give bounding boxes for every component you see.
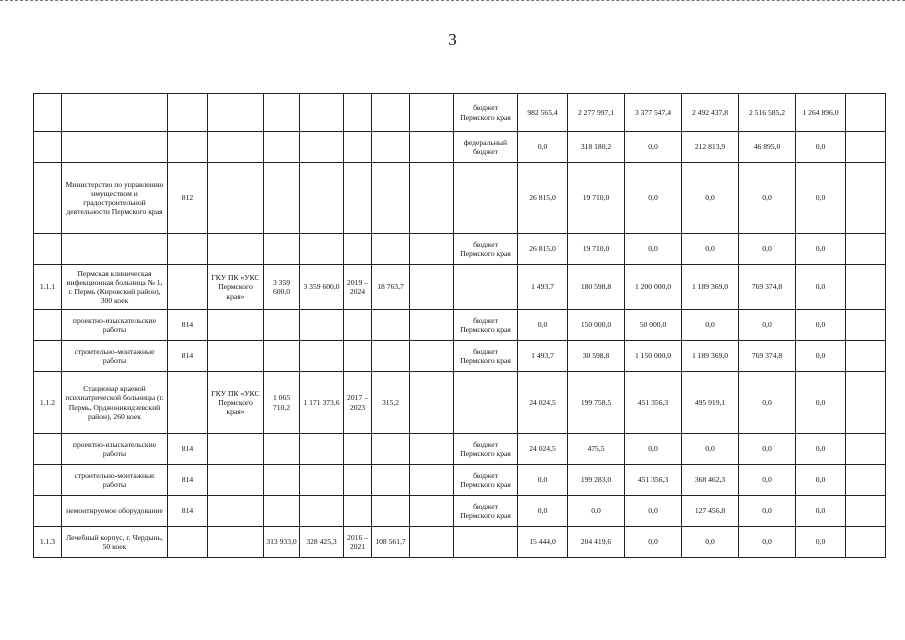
row-number-cell [34, 234, 62, 265]
year-value-cell: 127 456,8 [682, 496, 739, 527]
year-value-cell: 0,0 [625, 527, 682, 558]
blank-cell [410, 465, 454, 496]
year-value-cell: 451 356,3 [625, 465, 682, 496]
year-value-cell: 0,0 [682, 163, 739, 234]
page-top-edge [0, 0, 905, 5]
year-value-cell: 0,0 [739, 434, 796, 465]
year-value-cell: 1 200 000,0 [625, 265, 682, 310]
year-value-cell: 3 377 547,4 [625, 94, 682, 132]
year-value-cell: 26 815,0 [518, 234, 568, 265]
blank-cell [410, 434, 454, 465]
year-value-cell: 0,0 [682, 310, 739, 341]
remaining-cell [372, 496, 410, 527]
year-value-cell: 0,0 [682, 434, 739, 465]
year-value-cell: 769 374,8 [739, 341, 796, 372]
estimated-cost-cell: 313 933,0 [264, 527, 300, 558]
year-value-cell: 24 024,5 [518, 434, 568, 465]
year-value-cell: 318 180,2 [568, 132, 625, 163]
year-value-cell: 368 462,3 [682, 465, 739, 496]
page-number: 3 [448, 30, 457, 49]
period-cell [344, 496, 372, 527]
table-row [34, 465, 886, 496]
total-cost-cell [300, 163, 344, 234]
year-value-cell: 0,0 [796, 465, 846, 496]
year-value-cell: 0,0 [739, 527, 796, 558]
year-value-cell: 0,0 [518, 465, 568, 496]
year-value-cell: 451 356,3 [625, 372, 682, 434]
year-value-cell: 0,0 [682, 527, 739, 558]
table-row [34, 434, 886, 465]
estimated-cost-cell [264, 234, 300, 265]
customer-cell [208, 310, 264, 341]
grbs-code-cell: 814 [168, 434, 208, 465]
blank-cell [410, 310, 454, 341]
period-cell [344, 163, 372, 234]
year-value-cell: 0,0 [796, 132, 846, 163]
year-value-cell: 1 493,7 [518, 265, 568, 310]
grbs-code-cell: 814 [168, 496, 208, 527]
funding-source-cell: бюджет Пермского края [454, 465, 518, 496]
grbs-code-cell: 814 [168, 341, 208, 372]
total-cost-cell [300, 132, 344, 163]
grbs-code-cell [168, 94, 208, 132]
total-cost-cell [300, 234, 344, 265]
period-cell [344, 341, 372, 372]
estimated-cost-cell [264, 163, 300, 234]
customer-cell [208, 496, 264, 527]
estimated-cost-cell [264, 341, 300, 372]
year-value-cell: 2 277 997,1 [568, 94, 625, 132]
period-cell: 2017 – 2023 [344, 372, 372, 434]
year-value-cell: 0,0 [739, 372, 796, 434]
object-name-cell: Пермская клиническая инфекционная больница № 1, г. Пермь (Кировский район), 300 коек [62, 265, 168, 310]
remaining-cell [372, 434, 410, 465]
year-value-cell: 180 598,8 [568, 265, 625, 310]
row-number-cell [34, 163, 62, 234]
customer-cell [208, 94, 264, 132]
extra-cell [846, 465, 886, 496]
year-value-cell: 1 189 369,0 [682, 265, 739, 310]
year-value-cell: 0,0 [796, 310, 846, 341]
blank-cell [410, 496, 454, 527]
extra-cell [846, 372, 886, 434]
year-value-cell: 0,0 [796, 434, 846, 465]
funding-source-cell: бюджет Пермского края [454, 496, 518, 527]
row-number-cell [34, 465, 62, 496]
row-number-cell [34, 132, 62, 163]
total-cost-cell [300, 496, 344, 527]
year-value-cell: 0,0 [796, 234, 846, 265]
year-value-cell: 0,0 [739, 234, 796, 265]
extra-cell [846, 234, 886, 265]
remaining-cell: 18 763,7 [372, 265, 410, 310]
remaining-cell [372, 341, 410, 372]
funding-source-cell: бюджет Пермского края [454, 341, 518, 372]
estimated-cost-cell [264, 94, 300, 132]
table-row [34, 94, 886, 132]
year-value-cell: 0,0 [739, 496, 796, 527]
year-value-cell: 0,0 [518, 310, 568, 341]
blank-cell [410, 132, 454, 163]
period-cell: 2019 – 2024 [344, 265, 372, 310]
table-row [34, 496, 886, 527]
object-name-cell [62, 234, 168, 265]
estimated-cost-cell [264, 310, 300, 341]
remaining-cell [372, 132, 410, 163]
object-name-cell: строительно-монтажные работы [62, 465, 168, 496]
blank-cell [410, 94, 454, 132]
funding-source-cell [454, 527, 518, 558]
object-name-cell [62, 132, 168, 163]
year-value-cell: 0,0 [796, 265, 846, 310]
row-number-cell: 1.1.3 [34, 527, 62, 558]
blank-cell [410, 527, 454, 558]
year-value-cell: 0,0 [625, 434, 682, 465]
customer-cell [208, 132, 264, 163]
year-value-cell: 0,0 [796, 527, 846, 558]
object-name-cell: Стационар краевой психиатрической больницы (г. Пермь, Орджоникидзевский район), 260 коек [62, 372, 168, 434]
year-value-cell: 0,0 [739, 163, 796, 234]
year-value-cell: 24 024,5 [518, 372, 568, 434]
table-row [34, 163, 886, 234]
grbs-code-cell [168, 265, 208, 310]
year-value-cell: 19 710,0 [568, 234, 625, 265]
year-value-cell: 0,0 [796, 372, 846, 434]
grbs-code-cell: 812 [168, 163, 208, 234]
blank-cell [410, 163, 454, 234]
remaining-cell [372, 465, 410, 496]
grbs-code-cell: 814 [168, 310, 208, 341]
year-value-cell: 0,0 [568, 496, 625, 527]
object-name-cell: Министерство по управлению имуществом и градостроительной деятельности Пермского края [62, 163, 168, 234]
total-cost-cell [300, 434, 344, 465]
extra-cell [846, 132, 886, 163]
year-value-cell: 204 419,6 [568, 527, 625, 558]
year-value-cell: 0,0 [518, 496, 568, 527]
year-value-cell: 1 189 369,0 [682, 341, 739, 372]
year-value-cell: 0,0 [796, 496, 846, 527]
remaining-cell [372, 94, 410, 132]
object-name-cell: проектно-изыскательские работы [62, 310, 168, 341]
remaining-cell: 108 561,7 [372, 527, 410, 558]
estimated-cost-cell: 3 359 600,0 [264, 265, 300, 310]
period-cell [344, 234, 372, 265]
year-value-cell: 2 516 585,2 [739, 94, 796, 132]
year-value-cell: 0,0 [682, 234, 739, 265]
year-value-cell: 495 919,1 [682, 372, 739, 434]
grbs-code-cell [168, 527, 208, 558]
table-row [34, 265, 886, 310]
extra-cell [846, 496, 886, 527]
row-number-cell: 1.1.1 [34, 265, 62, 310]
year-value-cell: 1 493,7 [518, 341, 568, 372]
period-cell [344, 132, 372, 163]
object-name-cell: немонтируемое оборудование [62, 496, 168, 527]
object-name-cell: Лечебный корпус, г. Чердынь, 50 коек [62, 527, 168, 558]
period-cell [344, 434, 372, 465]
year-value-cell: 199 758,5 [568, 372, 625, 434]
row-number-cell: 1.1.2 [34, 372, 62, 434]
year-value-cell: 150 000,0 [568, 310, 625, 341]
year-value-cell: 46 895,0 [739, 132, 796, 163]
year-value-cell: 0,0 [739, 465, 796, 496]
year-value-cell: 475,5 [568, 434, 625, 465]
year-value-cell: 50 000,0 [625, 310, 682, 341]
funding-source-cell [454, 372, 518, 434]
customer-cell [208, 234, 264, 265]
table-row [34, 341, 886, 372]
budget-table [33, 93, 886, 558]
estimated-cost-cell: 1 065 710,2 [264, 372, 300, 434]
funding-source-cell [454, 265, 518, 310]
table-row [34, 234, 886, 265]
customer-cell [208, 434, 264, 465]
estimated-cost-cell [264, 434, 300, 465]
total-cost-cell: 3 359 600,0 [300, 265, 344, 310]
remaining-cell [372, 163, 410, 234]
grbs-code-cell [168, 132, 208, 163]
year-value-cell: 982 565,4 [518, 94, 568, 132]
grbs-code-cell [168, 234, 208, 265]
extra-cell [846, 310, 886, 341]
extra-cell [846, 94, 886, 132]
period-cell [344, 310, 372, 341]
customer-cell [208, 527, 264, 558]
customer-cell: ГКУ ПК «УКС Пермского края» [208, 265, 264, 310]
year-value-cell: 1 264 896,0 [796, 94, 846, 132]
remaining-cell: 315,2 [372, 372, 410, 434]
total-cost-cell [300, 465, 344, 496]
extra-cell [846, 434, 886, 465]
customer-cell [208, 341, 264, 372]
blank-cell [410, 341, 454, 372]
year-value-cell: 2 492 437,8 [682, 94, 739, 132]
period-cell [344, 465, 372, 496]
blank-cell [410, 372, 454, 434]
table-row [34, 310, 886, 341]
year-value-cell: 0,0 [625, 496, 682, 527]
table-row [34, 372, 886, 434]
year-value-cell: 15 444,0 [518, 527, 568, 558]
year-value-cell: 0,0 [518, 132, 568, 163]
estimated-cost-cell [264, 496, 300, 527]
customer-cell [208, 163, 264, 234]
row-number-cell [34, 94, 62, 132]
period-cell: 2016 – 2021 [344, 527, 372, 558]
estimated-cost-cell [264, 465, 300, 496]
funding-source-cell [454, 163, 518, 234]
extra-cell [846, 527, 886, 558]
year-value-cell: 0,0 [796, 163, 846, 234]
extra-cell [846, 163, 886, 234]
year-value-cell: 1 150 000,0 [625, 341, 682, 372]
year-value-cell: 0,0 [625, 163, 682, 234]
funding-source-cell: федеральный бюджет [454, 132, 518, 163]
grbs-code-cell [168, 372, 208, 434]
year-value-cell: 212 813,9 [682, 132, 739, 163]
funding-source-cell: бюджет Пермского края [454, 234, 518, 265]
year-value-cell: 769 374,8 [739, 265, 796, 310]
object-name-cell [62, 94, 168, 132]
row-number-cell [34, 341, 62, 372]
estimated-cost-cell [264, 132, 300, 163]
period-cell [344, 94, 372, 132]
blank-cell [410, 234, 454, 265]
object-name-cell: проектно-изыскательские работы [62, 434, 168, 465]
year-value-cell: 30 598,8 [568, 341, 625, 372]
customer-cell: ГКУ ПК «УКС Пермского края» [208, 372, 264, 434]
year-value-cell: 0,0 [739, 310, 796, 341]
total-cost-cell: 328 425,3 [300, 527, 344, 558]
grbs-code-cell: 814 [168, 465, 208, 496]
row-number-cell [34, 434, 62, 465]
extra-cell [846, 341, 886, 372]
year-value-cell: 0,0 [625, 132, 682, 163]
customer-cell [208, 465, 264, 496]
total-cost-cell: 1 171 373,6 [300, 372, 344, 434]
year-value-cell: 19 710,0 [568, 163, 625, 234]
year-value-cell: 199 283,0 [568, 465, 625, 496]
row-number-cell [34, 310, 62, 341]
row-number-cell [34, 496, 62, 527]
year-value-cell: 0,0 [796, 341, 846, 372]
year-value-cell: 26 815,0 [518, 163, 568, 234]
funding-source-cell: бюджет Пермского края [454, 310, 518, 341]
funding-source-cell: бюджет Пермского края [454, 434, 518, 465]
total-cost-cell [300, 341, 344, 372]
remaining-cell [372, 234, 410, 265]
object-name-cell: строительно-монтажные работы [62, 341, 168, 372]
total-cost-cell [300, 310, 344, 341]
extra-cell [846, 265, 886, 310]
blank-cell [410, 265, 454, 310]
remaining-cell [372, 310, 410, 341]
total-cost-cell [300, 94, 344, 132]
funding-source-cell: бюджет Пермского края [454, 94, 518, 132]
table-row [34, 527, 886, 558]
table-row [34, 132, 886, 163]
year-value-cell: 0,0 [625, 234, 682, 265]
